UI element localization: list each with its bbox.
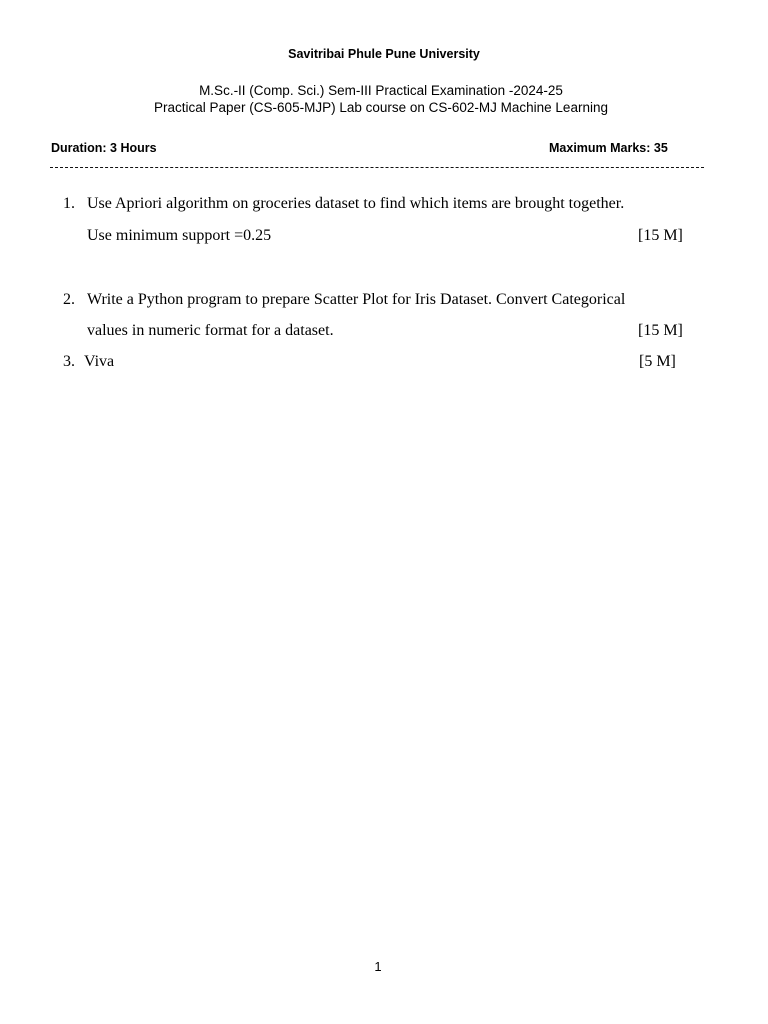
question-number: 3. xyxy=(63,353,75,370)
question-text-line: values in numeric format for a dataset. xyxy=(87,322,334,339)
exam-title: M.Sc.-II (Comp. Sci.) Sem-III Practical Examination -2024-25 xyxy=(199,83,563,98)
paper-title: Practical Paper (CS-605-MJP) Lab course on CS-602-MJ Machine Learning xyxy=(154,100,608,115)
header-divider xyxy=(50,167,704,168)
university-title: Savitribai Phule Pune University xyxy=(288,47,480,61)
question-text-line: Use minimum support =0.25 xyxy=(87,227,272,244)
question-text-line: Write a Python program to prepare Scatter Plot for Iris Dataset. Convert Categorical xyxy=(87,291,626,308)
duration-label: Duration: 3 Hours xyxy=(51,141,157,155)
question-marks: [15 M] xyxy=(638,227,683,244)
question-text-line: Use Apriori algorithm on groceries dataset to find which items are brought together. xyxy=(87,195,625,212)
question-number: 1. xyxy=(63,195,75,212)
question-marks: [15 M] xyxy=(638,322,683,339)
question-text-line: Viva xyxy=(84,353,115,370)
max-marks-label: Maximum Marks: 35 xyxy=(549,141,668,155)
question-marks: [5 M] xyxy=(639,353,676,370)
page-number: 1 xyxy=(374,959,382,974)
question-number: 2. xyxy=(63,291,75,308)
